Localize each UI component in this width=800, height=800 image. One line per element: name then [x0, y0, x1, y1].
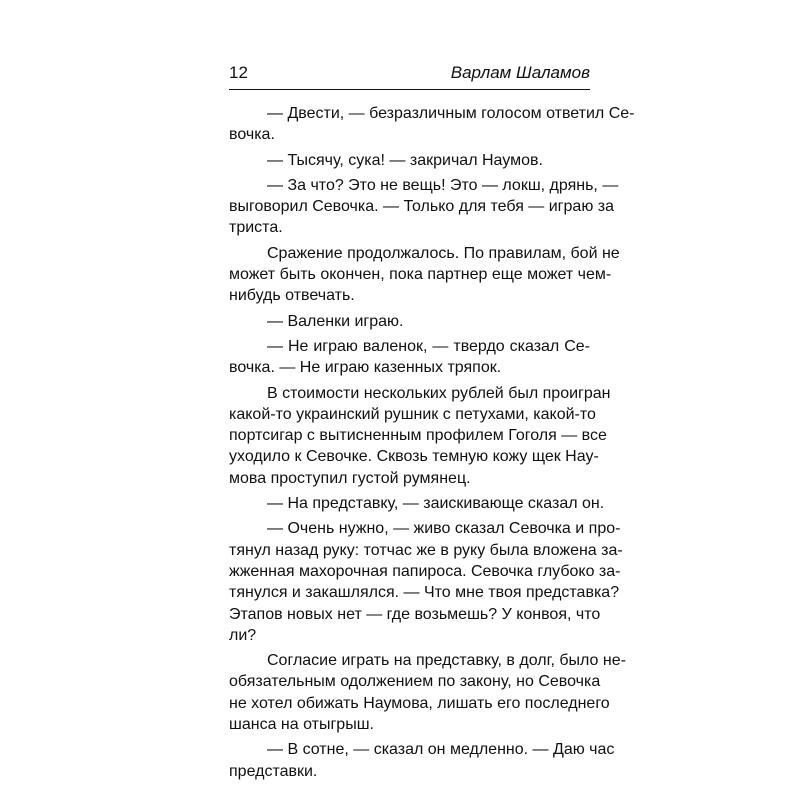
text-line: какой-то украинский рушник с петухами, какой-то — [229, 405, 596, 423]
text-line: вочка. — Не играю казенных тряпок. — [229, 359, 502, 377]
text-line: обязательным одолжением по закону, но Севочка — [229, 673, 601, 691]
paragraph — [229, 336, 590, 379]
text-line: В стоимости нескольких рублей был проигран — [267, 384, 611, 402]
text-line: — Двести, — безразличным голосом ответил Се- — [267, 105, 635, 122]
text-line: портсигар с вытисненным профилем Гоголя — все — [229, 427, 607, 445]
body-text — [229, 103, 635, 782]
text-line: — За что? Это не вещь! Это — локш, дрянь, — — [267, 176, 619, 194]
text-line: триста. — [229, 219, 283, 237]
text-line: тянулся и закашлялся. — Что мне твоя представка? — [229, 584, 620, 602]
text-line: нибудь отвечать. — [229, 287, 355, 305]
paragraph — [229, 518, 623, 646]
page-number: 12 — [229, 63, 248, 82]
text-line: — На представку, — заискивающе сказал он. — [267, 495, 605, 513]
paragraph — [229, 103, 635, 146]
text-line: — Очень нужно, — живо сказал Севочка и про- — [267, 520, 621, 538]
paragraph — [229, 739, 615, 782]
text-line: Сражение продолжалось. По правилам, бой не — [267, 244, 620, 262]
paragraph — [229, 311, 590, 332]
text-line: шанса на отыгрыш. — [229, 716, 374, 734]
text-line: — Не играю валенок, — твердо сказал Се- — [267, 337, 590, 355]
text-line: вочка. — [229, 126, 275, 144]
text-line: может быть окончен, пока партнер еще может чем- — [229, 266, 612, 284]
paragraph — [229, 383, 611, 489]
text-line: жженная махорочная папироса. Севочка глубоко за- — [229, 562, 621, 580]
paragraph — [229, 150, 590, 171]
text-line: выговорил Севочка. — Только для тебя — играю за — [229, 198, 614, 216]
header-rule — [229, 89, 590, 90]
text-line: Этапов новых нет — где возьмешь? У конвоя, что — [229, 605, 601, 623]
paragraph — [229, 243, 620, 307]
text-line: — В сотне, — сказал он медленно. — Даю час — [267, 741, 615, 759]
text-line: не хотел обижать Наумова, лишать его последнего — [229, 694, 610, 712]
text-line: — Тысячу, сука! — закричал Наумов. — [267, 151, 543, 169]
text-line: Согласие играть на представку, в долг, было не- — [267, 652, 626, 670]
text-line: мова проступил густой румянец. — [229, 469, 471, 487]
running-title: Варлам Шаламов — [450, 63, 590, 82]
paragraph — [229, 650, 626, 735]
paragraph — [229, 493, 605, 514]
paragraph — [229, 175, 619, 239]
text-line: — Валенки играю. — [267, 312, 404, 330]
running-header — [229, 63, 590, 85]
text-line: уходило к Севочке. Сквозь темную кожу щек Нау- — [229, 448, 599, 466]
text-line: представки. — [229, 762, 318, 780]
text-line: тянул назад руку: тотчас же в руку была вложена за- — [229, 541, 623, 559]
text-line: ли? — [229, 626, 257, 644]
